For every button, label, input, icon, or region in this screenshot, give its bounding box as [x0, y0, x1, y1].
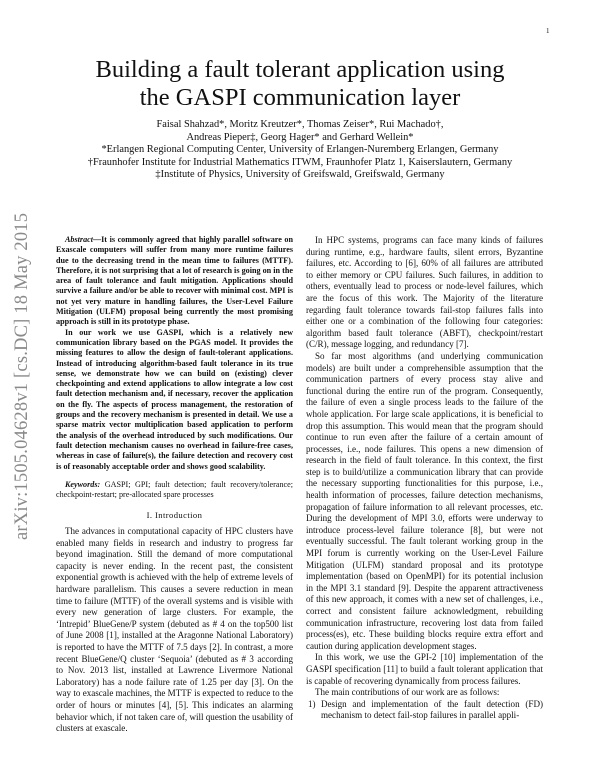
paper-title — [60, 56, 540, 112]
list-item-number: 1) — [308, 698, 316, 709]
author-block — [60, 119, 540, 182]
authors-line-2: Andreas Pieper‡, Georg Hager* and Gerhard Wellein* — [186, 131, 414, 143]
abstract-paragraph-2: In our work we use GASPI, which is a relatively new communication library based on the PGAS model. It provides the missing features to allow the design of fault-tolerant applications. Instead of introducing algorithm-based fault tolerance in its true sense, we demonstrate how we can build on (existing) clever checkpointing and extend applications to allow integrate a low cost fault detection mechanism and, if necessary, recover the application on the fly. The aspects of process management, the restoration of groups and the recovery mechanism is presented in detail. We use a sparse matrix vector multiplication based application to perform the analysis of the overhead introduced by such modifications. Our fault detection mechanism causes no overhead in failure-free cases, whereas in case of failure(s), the failure detection and recovery cost is of reasonably acceptable order and shows good scalability. — [56, 327, 293, 471]
page-number: 1 — [546, 27, 550, 35]
title-line-2: the GASPI communication layer — [139, 84, 461, 111]
right-paragraph-3: In this work, we use the GPI-2 [10] implementation of the GASPI specification [11] to build a fault tolerant application that is capable of recovering dynamically from process failures. — [306, 652, 543, 686]
affiliation-2: †Fraunhofer Institute for Industrial Mathematics ITWM, Fraunhofer Platz 1, Kaiserslautern, Germany — [87, 156, 513, 168]
right-column — [306, 235, 543, 722]
abstract-lead: Abstract — [65, 235, 93, 244]
affiliation-1: *Erlangen Regional Computing Center, University of Erlangen-Nuremberg Erlangen, Germany — [101, 144, 499, 156]
abstract-paragraph-1 — [56, 235, 293, 328]
keywords-lead: Keywords: — [65, 479, 101, 489]
right-paragraph-2: So far most algorithms (and underlying communication models) are built under a comprehensible assumption that the communication partners of every process stay alive and functional during the entire run of the program. Consequently, the failure of even a single process leads to the failure of the whole application. For large scale applications, it is beneficial to drop this assumption. This would mean that the program should continue to run even after the failure of a certain amount of processes, i.e., node failures. This opens a new dimension of research in the field of fault tolerance. In this context, the first step is to build/utilize a communication library that can provide the necessary supporting functionalities for this purpose, i.e., health information of processes, failure detection mechanisms, propagation of failure information to all relevant processes, etc. During the development of MPI 3.0, efforts were underway to introduce process-level failure tolerance [8], but were not eventually successful. The fault tolerant working group in the MPI forum is currently working on the User-Level Failure Mitigation (ULFM) standard proposal and its prototype implementation (based on OpenMPI) for its potential inclusion in the MPI 3.1 standard [9]. Despite the apparent attractiveness of this new approach, it comes with a new set of challenges, i.e., correct and consistent failure acknowledgment, rebuilding communication infrastructure, recovering lost data from failed process(es), etc. These building blocks require extra effort and caution during application development stages. — [306, 350, 543, 651]
abstract — [56, 235, 293, 472]
introduction-body — [56, 526, 293, 735]
affiliation-3: ‡Institute of Physics, University of Greifswald, Greifswald, Germany — [155, 169, 445, 181]
arxiv-identifier-stamp: arXiv:1505.04628v1 [cs.DC] 18 May 2015 — [12, 212, 32, 540]
section-heading-introduction: I. Introduction — [146, 510, 203, 521]
abstract-text-1: —It is commonly agreed that highly parallel software on Exascale computers will suffer from many more runtime failures due to the decreasing trend in the mean time to failures (MTTF). Therefore, it is not surprising that a lot of research is going on in the area of fault tolerance and fault mitigation. Applications should survive a failure and/or be able to recover with minimal cost. MPI is not yet very mature in handling failures, the User-Level Failure Mitigation (ULFM) proposal being currently the most promising approach is still in its prototype phase. — [56, 235, 293, 327]
right-paragraph-1: In HPC systems, programs can face many kinds of failures during runtime, e.g., hardware faults, silent errors, Byzantine failures, etc. According to [6], 60% of all failures are attributed to either memory or CPU failures. Such failures, in addition to others, eventually lead to process or node-level failures, which are the focus of this work. The Majority of the literature regarding fault tolerance towards fail-stop failures falls into either one or a combination of the following four categories: algorithm based fault tolerance (ABFT), checkpoint/restart (C/R), message logging, and redundancy [7]. — [306, 235, 543, 350]
contributions-list — [306, 699, 543, 722]
title-line-1: Building a fault tolerant application using — [95, 56, 505, 83]
intro-paragraph-1: The advances in computational capacity of HPC clusters have enabled many fields in research and industry to progress far beyond imagination. Still the demand of more computational capacity is never ending. In the recent past, the consistent exponential growth is achieved with the help of extreme levels of hardware parallelism. This causes a severe reduction in mean time to failure (MTTF) of the overall systems and is visible with every new generation of large clusters. For example, the ‘Intrepid’ BlueGene/P system (debuted as # 4 on the top500 list of June 2008 [1], installed at the Aragonne National Laboratory) is reported to have the MTTF of 7.5 days [2]. In contrast, a more recent BlueGene/Q cluster ‘Sequoia’ (debuted as # 3 according to Nov. 2013 list, installed at Lawrence Livermore National Laboratory) has a node failure rate of 1.25 per day [3]. On the way to exascale machines, the MTTF is expected to reduce to the order of hours or minutes [4], [5]. This indicates an alarming behavior which, if not taken care of, will question the usability of clusters at exascale. — [56, 526, 293, 734]
keywords-text: GASPI; GPI; fault detection; fault recovery/tolerance; checkpoint-restart; pre-allocated spare processes — [56, 479, 293, 500]
keywords — [56, 480, 293, 501]
authors-line-1: Faisal Shahzad*, Moritz Kreutzer*, Thomas Zeiser*, Rui Machado†, — [156, 119, 444, 130]
right-paragraph-4: The main contributions of our work are as follows: — [315, 687, 500, 698]
left-column — [56, 235, 293, 735]
list-item — [306, 699, 543, 722]
list-item-text: Design and implementation of the fault detection (FD) mechanism to detect fail-stop failures in parallel appli- — [321, 698, 543, 721]
